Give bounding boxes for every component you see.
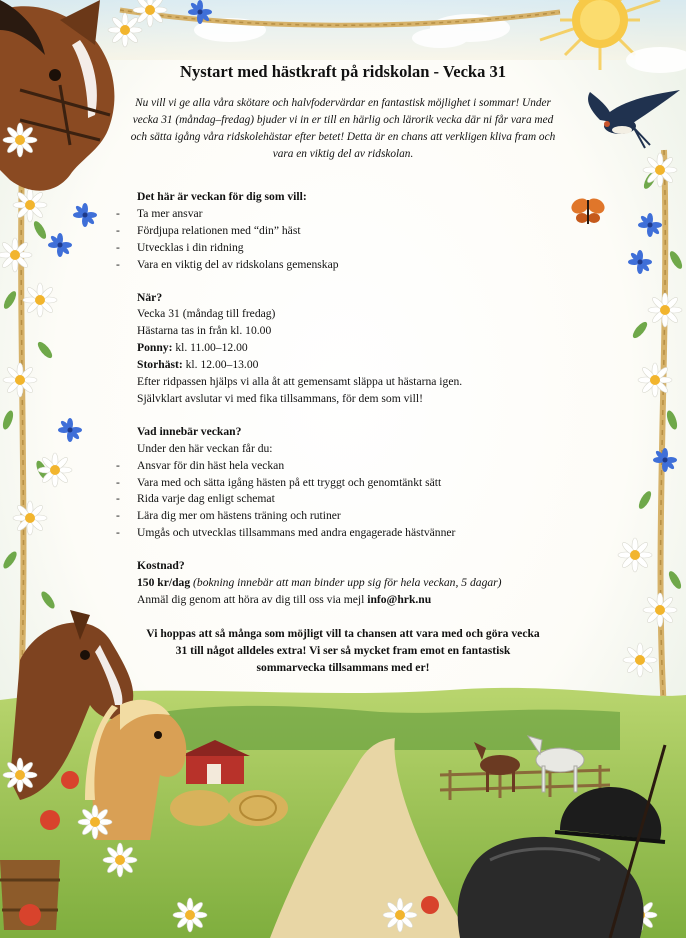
bullet-dash: -	[116, 509, 120, 522]
when-after: Efter ridpassen hjälps vi alla åt att gemensamt släppa ut hästarna igen.	[137, 375, 463, 388]
closing-paragraph: Vi hoppas att så många som möjligt vill ta chansen att vara med och göra vecka 31 till något alldeles extra! Vi ser så mycket fram emot en fantastisk sommarvecka tillsammans med er!	[146, 627, 540, 674]
price: 150 kr/dag	[137, 576, 191, 589]
bullet-dash: -	[116, 241, 120, 254]
intro-paragraph: Nu vill vi ge alla våra skötare och halvfodervärdar en fantastisk möjlighet i sommar! Under vecka 31 (måndag–fredag) bjuder vi in er till en härlig och lärorik vecka där ni får vara med och sätta igång våra ridskolehästar efter betet! Detta är en chans att verkligen kliva fram och vara en viktig del av ridskolan.	[130, 97, 556, 160]
signup-row	[137, 591, 431, 608]
list-item: Rida varje dag enligt schemat	[137, 492, 275, 505]
pony-label: Ponny:	[137, 341, 173, 354]
bullet-dash: -	[116, 224, 120, 237]
pony-time: kl. 11.00–12.00	[172, 341, 248, 354]
daisy-icon	[13, 188, 47, 222]
cost-row	[137, 574, 502, 591]
list-item: Vara en viktig del av ridskolans gemenskap	[137, 258, 339, 271]
when-heading: När?	[137, 291, 163, 304]
cost-heading: Kostnad?	[137, 559, 185, 572]
audience-heading: Det här är veckan för dig som vill:	[137, 190, 307, 203]
when-horse-row	[137, 356, 258, 373]
bullet-dash: -	[116, 526, 120, 539]
when-pony-row	[137, 339, 248, 356]
when-horses-in: Hästarna tas in från kl. 10.00	[137, 324, 272, 337]
horse-label: Storhäst:	[137, 358, 183, 371]
bullet-dash: -	[116, 258, 120, 271]
horse-time: kl. 12.00–13.00	[182, 358, 259, 371]
content-lead: Under den här veckan får du:	[137, 442, 273, 455]
list-item: Vara med och sätta igång hästen på ett tryggt och genomtänkt sätt	[137, 476, 442, 489]
signup-text: Anmäl dig genom att höra av dig till oss via mejl	[137, 593, 368, 606]
page-title: Nystart med hästkraft på ridskolan - Vecka 31	[180, 62, 506, 81]
bullet-dash: -	[116, 207, 120, 220]
list-item: Umgås och utvecklas tillsammans med andra engagerade hästvänner	[137, 526, 456, 539]
list-item: Ta mer ansvar	[137, 207, 203, 220]
email-link[interactable]: info@hrk.nu	[367, 593, 432, 606]
when-week: Vecka 31 (måndag till fredag)	[137, 307, 276, 320]
bullet-dash: -	[116, 459, 120, 472]
price-note: (bokning innebär att man binder upp sig för hela veckan, 5 dagar)	[190, 576, 502, 589]
list-item: Ansvar för din häst hela veckan	[137, 459, 285, 472]
list-item: Fördjupa relationen med “din” häst	[137, 224, 301, 237]
list-item: Utvecklas i din ridning	[137, 241, 244, 254]
content-heading: Vad innebär veckan?	[137, 425, 242, 438]
bullet-dash: -	[116, 492, 120, 505]
bullet-dash: -	[116, 476, 120, 489]
when-fika: Självklart avslutar vi med fika tillsammans, för dem som vill!	[137, 392, 423, 405]
list-item: Lära dig mer om hästens träning och rutiner	[137, 509, 341, 522]
